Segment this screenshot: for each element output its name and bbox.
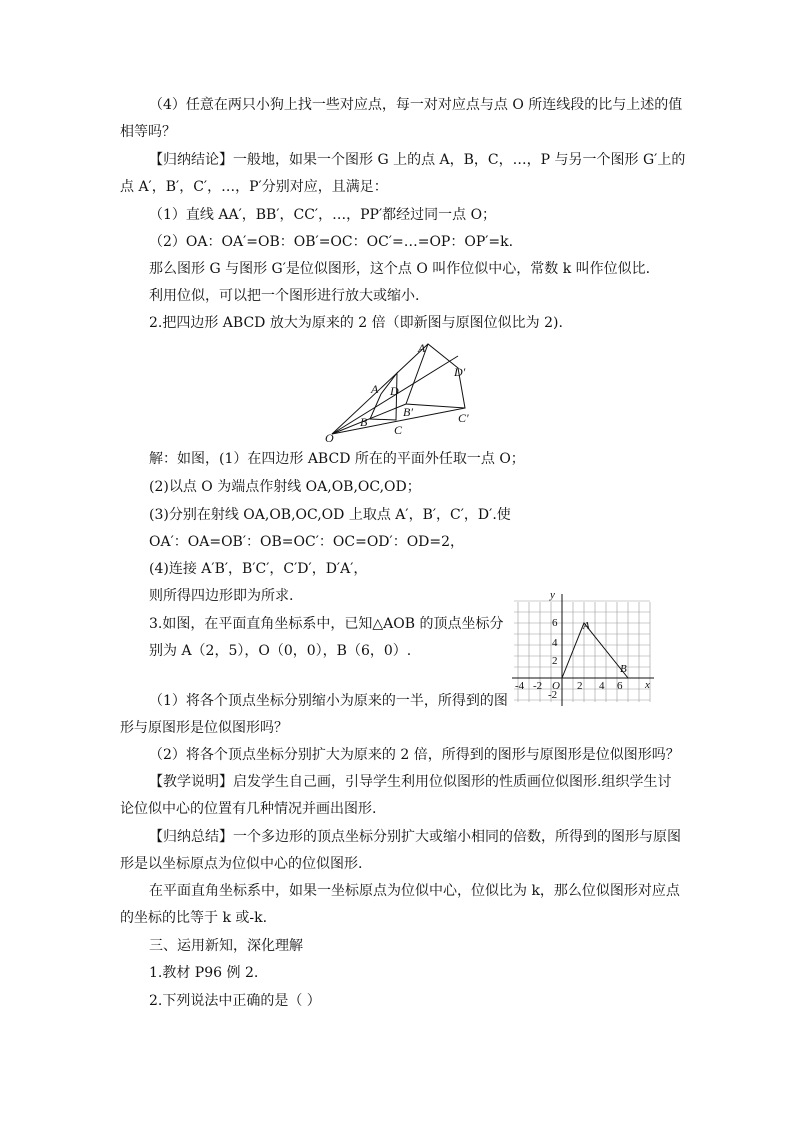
point-a-label: A bbox=[583, 620, 590, 632]
tick-x: 6 bbox=[617, 680, 623, 692]
text-line: 别为 A（2，5），O（0，0），B（6，0）. bbox=[149, 643, 412, 659]
text-line: 1.教材 P96 例 2. bbox=[149, 965, 259, 981]
text-line: 3.如图，在平面直角坐标系中，已知△AOB 的顶点坐标分 bbox=[149, 616, 504, 632]
text-line: 论位似中心的位置有几种情况并画出图形. bbox=[120, 801, 377, 817]
tick-y: 6 bbox=[552, 617, 558, 629]
text-line: 相等吗？ bbox=[120, 124, 176, 140]
text-line: 形与原图形是位似图形吗？ bbox=[120, 720, 288, 736]
label-o: O bbox=[325, 431, 334, 444]
y-axis-label: y bbox=[550, 590, 555, 601]
label-b: B bbox=[360, 415, 368, 429]
text-line: （2）将各个顶点坐标分别扩大为原来的 2 倍，所得到的图形与原图形是位似图形吗？ bbox=[149, 747, 680, 763]
label-c: C bbox=[394, 423, 403, 437]
label-d-prime: D′ bbox=[454, 365, 466, 379]
homothety-figure bbox=[320, 336, 480, 444]
tick-y: 2 bbox=[552, 655, 558, 667]
label-a-prime: A′ bbox=[418, 341, 428, 355]
tick-y: -2 bbox=[548, 689, 558, 701]
tick-x: 4 bbox=[599, 680, 605, 692]
label-a: A bbox=[371, 382, 379, 396]
text-line: （1）直线 AA′，BB′，CC′，…，PP′都经过同一点 O； bbox=[149, 207, 497, 223]
tick-x: 2 bbox=[577, 680, 583, 692]
text-line: 在平面直角坐标系中，如果一坐标原点为位似中心，位似比为 k，那么位似图形对应点 bbox=[149, 883, 680, 899]
tick-x: -2 bbox=[533, 680, 543, 692]
text-line: 三、运用新知，深化理解 bbox=[149, 938, 303, 954]
x-axis-label: x bbox=[645, 679, 650, 691]
text-line: OA′：OA=OB′：OB=OC′：OC=OD′：OD=2， bbox=[149, 534, 465, 550]
ray-line bbox=[332, 344, 428, 434]
text-line: 利用位似，可以把一个图形进行放大或缩小. bbox=[149, 288, 420, 304]
label-d: D bbox=[390, 384, 399, 398]
text-line: 【教学说明】启发学生自己画，引导学生利用位似图形的性质画位似图形.组织学生讨 bbox=[149, 774, 672, 790]
text-line: (3)分别在射线 OA,OB,OC,OD 上取点 A′，B′，C′，D′.使 bbox=[149, 507, 511, 523]
text-line: 形是以坐标原点为位似中心的位似图形. bbox=[120, 856, 363, 872]
text-line: 那么图形 G 与图形 G′是位似图形，这个点 O 叫作位似中心，常数 k 叫作位似比. bbox=[149, 261, 651, 277]
text-line: 解：如图，(1）在四边形 ABCD 所在的平面外任取一点 O； bbox=[149, 451, 525, 467]
text-line: （2）OA：OA′=OB：OB′=OC：OC′=…=OP：OP′=k. bbox=[149, 234, 514, 250]
text-line: 2.下列说法中正确的是（ ） bbox=[149, 993, 321, 1009]
origin-label: O bbox=[552, 680, 560, 692]
text-line: （1）将各个顶点坐标分别缩小为原来的一半，所得到的图 bbox=[149, 693, 508, 709]
label-b-prime: B′ bbox=[403, 405, 413, 419]
tick-x: -4 bbox=[515, 680, 525, 692]
text-line: 2.把四边形 ABCD 放大为原来的 2 倍（即新图与原图位似比为 2). bbox=[149, 315, 563, 331]
coordinate-grid-figure bbox=[510, 590, 656, 708]
text-line: 【归纳总结】一个多边形的顶点坐标分别扩大或缩小相同的倍数，所得到的图形与原图 bbox=[149, 829, 681, 845]
text-line: 的坐标的比等于 k 或-k. bbox=[120, 910, 268, 926]
text-line: 则所得四边形即为所求. bbox=[149, 588, 294, 604]
text-line: (2)以点 O 为端点作射线 OA,OB,OC,OD； bbox=[149, 479, 421, 495]
point-b-label: B bbox=[620, 663, 627, 675]
text-line: 点 A′，B′，C′，…，P′分别对应，且满足： bbox=[120, 179, 388, 195]
label-c-prime: C′ bbox=[458, 411, 469, 425]
text-line: (4)连接 A′B′，B′C′，C′D′，D′A′， bbox=[149, 561, 368, 577]
tick-y: 4 bbox=[552, 637, 558, 649]
text-line: 【归纳结论】一般地，如果一个图形 G 上的点 A，B，C，…，P 与另一个图形 G′上的 bbox=[149, 152, 686, 168]
text-line: （4）任意在两只小狗上找一些对应点，每一对对应点与点 O 所连线段的比与上述的值 bbox=[149, 97, 683, 113]
